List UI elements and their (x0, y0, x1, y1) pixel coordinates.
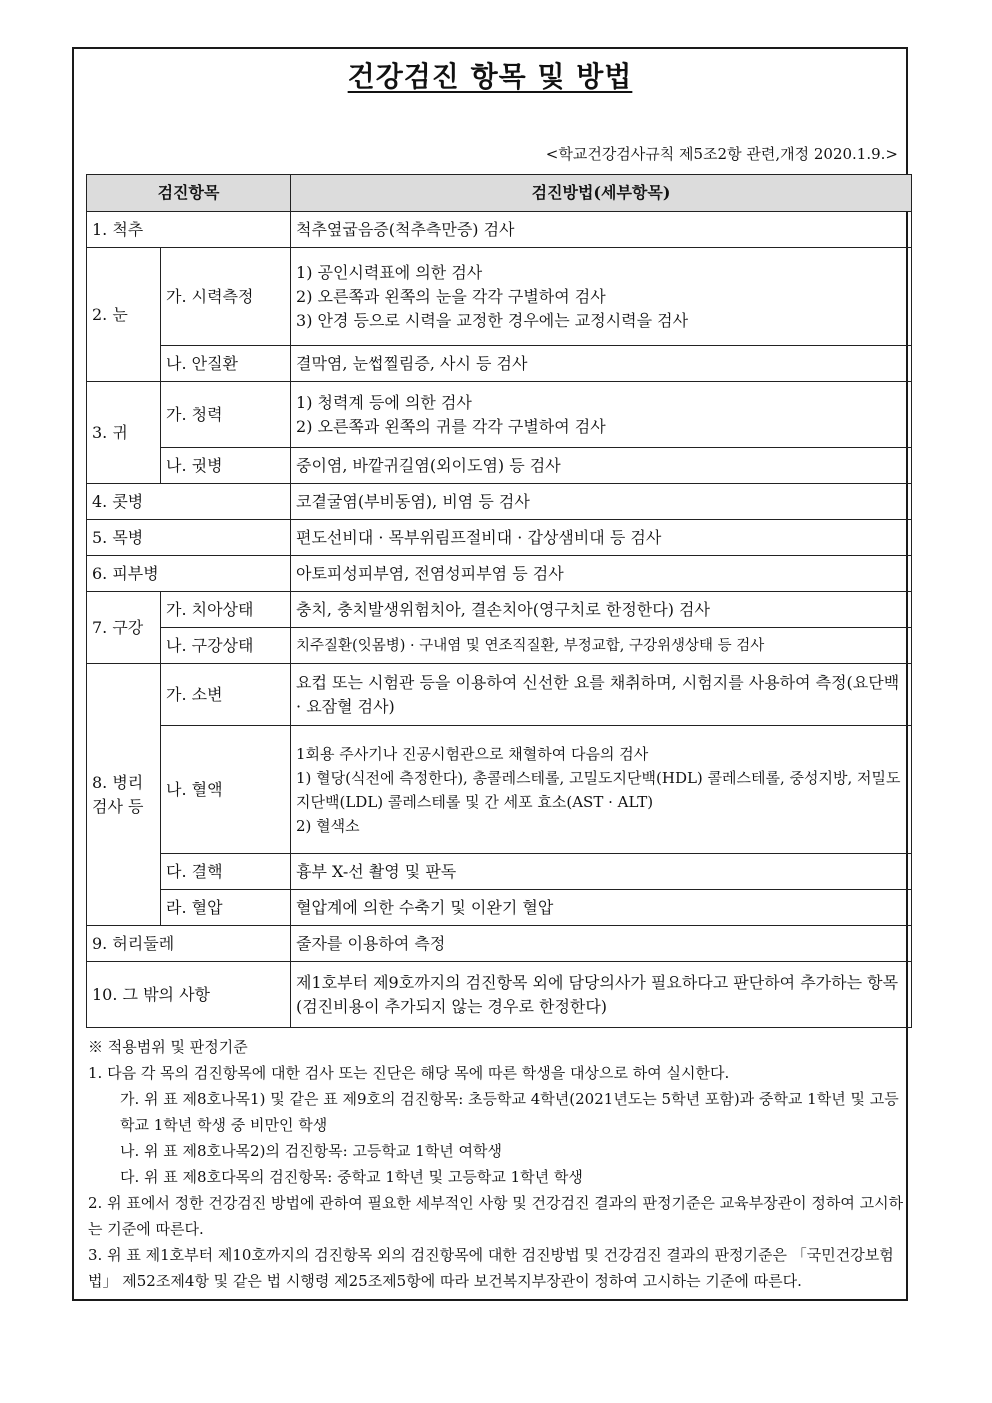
sub-item-cell: 나. 귓병 (161, 448, 291, 484)
method-cell (291, 726, 912, 854)
table-row (87, 854, 912, 890)
notes-heading: ※ 적용범위 및 판정기준 (88, 1038, 248, 1056)
note-item: 1. 다음 각 목의 검진항목에 대한 검사 또는 진단은 해당 목에 따른 학생을 대상으로 하여 실시한다. (88, 1064, 730, 1082)
method-line: 1) 청력계 등에 의한 검사 (296, 392, 472, 412)
notes-section (88, 1034, 908, 1294)
method-cell: 중이염, 바깥귀길염(외이도염) 등 검사 (291, 448, 912, 484)
note-subitem: 나. 위 표 제8호나목2)의 검진항목: 고등학교 1학년 여학생 (120, 1142, 502, 1160)
table-row (87, 448, 912, 484)
header-method: 검진방법(세부항목) (291, 175, 912, 212)
sub-item-cell: 가. 시력측정 (161, 248, 291, 346)
sub-item-cell: 나. 혈액 (161, 726, 291, 854)
sub-item-cell: 나. 안질환 (161, 346, 291, 382)
method-cell: 코곁굴염(부비동염), 비염 등 검사 (291, 484, 912, 520)
document-frame (72, 47, 908, 1301)
method-line: 3) 안경 등으로 시력을 교정한 경우에는 교정시력을 검사 (296, 310, 689, 330)
method-cell: 제1호부터 제9호까지의 검진항목 외에 담당의사가 필요하다고 판단하여 추가하는 항목(검진비용이 추가되지 않는 경우로 한정한다) (291, 962, 912, 1028)
method-line: 2) 혈색소 (296, 816, 360, 835)
table-row (87, 726, 912, 854)
note-item: 2. 위 표에서 정한 건강검진 방법에 관하여 필요한 세부적인 사항 및 건강검진 결과의 판정기준은 교육부장관이 정하여 고시하는 기준에 따른다. (88, 1194, 904, 1238)
method-line: 2) 오른쪽과 왼쪽의 눈을 각각 구별하여 검사 (296, 286, 606, 306)
method-cell: 아토피성피부염, 전염성피부염 등 검사 (291, 556, 912, 592)
table-row (87, 962, 912, 1028)
method-cell: 흉부 X-선 촬영 및 판독 (291, 854, 912, 890)
item-cell (87, 664, 161, 926)
method-cell: 줄자를 이용하여 측정 (291, 926, 912, 962)
note-subitem: 다. 위 표 제8호다목의 검진항목: 중학교 1학년 및 고등학교 1학년 학생 (120, 1168, 583, 1186)
item-cell: 2. 눈 (87, 248, 161, 382)
note-item: 3. 위 표 제1호부터 제10호까지의 검진항목 외의 검진항목에 대한 검진방법 및 건강검진 결과의 판정기준은 「국민건강보험법」 제52조제4항 및 같은 법 시행령 제25조제5항에 따라 보건복지부장관이 정하여 고시하는 기준에 따른다. (88, 1246, 894, 1290)
method-cell (291, 382, 912, 448)
table-row (87, 520, 912, 556)
note-subitem: 가. 위 표 제8호나목1) 및 같은 표 제9호의 검진항목: 초등학교 4학년(2021년도는 5학년 포함)과 중학교 1학년 및 고등학교 1학년 학생 중 비만인 학생 (120, 1090, 899, 1134)
table-row (87, 592, 912, 628)
method-cell: 척추옆굽음증(척추측만증) 검사 (291, 212, 912, 248)
document-title: 건강검진 항목 및 방법 (347, 60, 633, 93)
sub-item-cell: 가. 청력 (161, 382, 291, 448)
item-cell: 1. 척추 (87, 212, 291, 248)
item-cell: 4. 콧병 (87, 484, 291, 520)
header-item: 검진항목 (87, 175, 291, 212)
method-line: 1회용 주사기나 진공시험관으로 채혈하여 다음의 검사 (296, 744, 649, 763)
item-cell: 5. 목병 (87, 520, 291, 556)
table-row (87, 890, 912, 926)
method-cell: 결막염, 눈썹찔림증, 사시 등 검사 (291, 346, 912, 382)
table-row (87, 926, 912, 962)
table-row (87, 248, 912, 346)
item-cell: 9. 허리둘레 (87, 926, 291, 962)
item-cell: 6. 피부병 (87, 556, 291, 592)
method-cell: 편도선비대 · 목부위림프절비대 · 갑상샘비대 등 검사 (291, 520, 912, 556)
method-cell: 치주질환(잇몸병) · 구내염 및 연조직질환, 부정교합, 구강위생상태 등 검사 (291, 628, 912, 664)
sub-item-cell: 가. 소변 (161, 664, 291, 726)
method-cell (291, 248, 912, 346)
method-cell: 혈압계에 의한 수축기 및 이완기 혈압 (291, 890, 912, 926)
sub-item-cell: 가. 치아상태 (161, 592, 291, 628)
sub-item-cell: 나. 구강상태 (161, 628, 291, 664)
item-line: 8. 병리 (92, 772, 144, 792)
table-header-row (87, 175, 912, 212)
item-cell: 7. 구강 (87, 592, 161, 664)
document-subtitle: <학교건강검사규칙 제5조2항 관련,개정 2020.1.9.> (545, 145, 898, 163)
table-row (87, 212, 912, 248)
table-row (87, 664, 912, 726)
sub-item-cell: 다. 결핵 (161, 854, 291, 890)
item-cell: 3. 귀 (87, 382, 161, 484)
table-row (87, 628, 912, 664)
checkup-table (86, 174, 912, 1028)
item-line: 검사 등 (92, 796, 144, 816)
sub-item-cell: 라. 혈압 (161, 890, 291, 926)
method-line: 2) 오른쪽과 왼쪽의 귀를 각각 구별하여 검사 (296, 416, 606, 436)
method-line: 1) 혈당(식전에 측정한다), 총콜레스테롤, 고밀도지단백(HDL) 콜레스테롤, 중성지방, 저밀도지단백(LDL) 콜레스테롤 및 간 세포 효소(AST · ALT) (296, 768, 901, 811)
item-cell: 10. 그 밖의 사항 (87, 962, 291, 1028)
table-row (87, 556, 912, 592)
table-row (87, 346, 912, 382)
method-line: 1) 공인시력표에 의한 검사 (296, 262, 483, 282)
table-row (87, 382, 912, 448)
method-cell: 요컵 또는 시험관 등을 이용하여 신선한 요를 채취하며, 시험지를 사용하여 측정(요단백 · 요잠혈 검사) (291, 664, 912, 726)
table-row (87, 484, 912, 520)
method-cell: 충치, 충치발생위험치아, 결손치아(영구치로 한정한다) 검사 (291, 592, 912, 628)
